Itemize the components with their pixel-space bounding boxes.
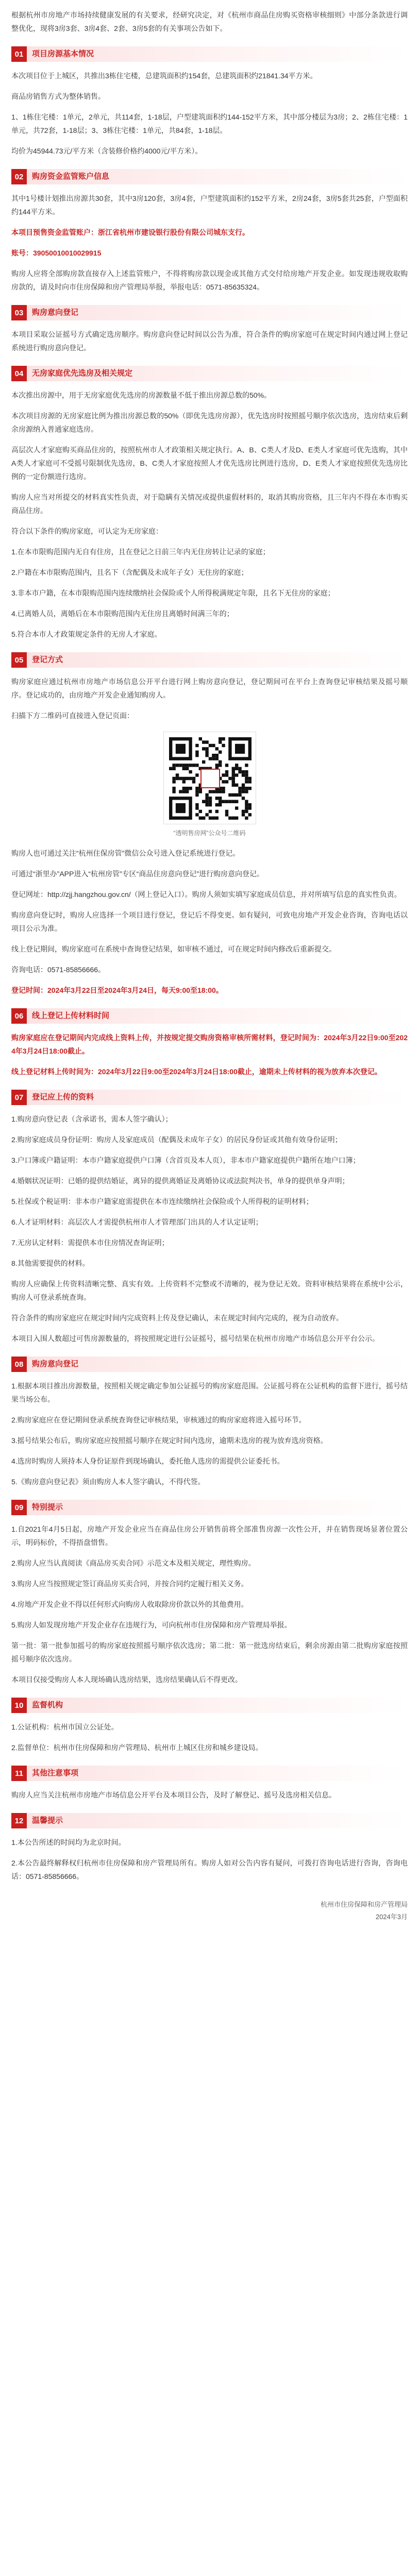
paragraph: 根据杭州市房地产市场持续健康发展的有关要求，经研究决定，对《杭州市商品住房购买资格审核细则》中部分条款进行调整优化，现将3房3套、3房4套、2套、3房5套的有关事项公告如下。 [11,11,408,32]
section-number: 07 [11,1090,27,1105]
paragraph: 登记时间：2024年3月22日至2024年3月24日，每天9:00至18:00。 [11,986,223,994]
section-header [11,1813,408,1828]
section-title: 购房意向登记 [27,1357,408,1372]
qr-block [11,732,408,837]
footer-publisher: 杭州市住房保障和房产管理局 [320,1901,408,1908]
paragraph: 本项目仅接受购房人本人现场确认选房结果，选房结果确认后不得更改。 [11,1675,242,1684]
intro [11,8,408,35]
paragraph: 账号：39050010010029915 [11,249,102,257]
paragraph: 5.购房人如发现房地产开发企业存在违规行为，可向杭州市住房保障和房产管理局举报。 [11,1621,292,1629]
section-number: 10 [11,1698,27,1713]
paragraph: 1.自2021年4月5日起，房地产开发企业应当在商品住房公开销售前将全部准售房源一次性公开，并在销售现场显著位置公示，明码标价，不得捂盘惜售。 [11,1525,408,1547]
paragraph: 本项目预售资金监管账户：浙江省杭州市建设银行股份有限公司城东支行。 [11,228,249,236]
paragraph: 2.购房人应当认真阅读《商品房买卖合同》示范文本及相关规定，理性购房。 [11,1559,256,1567]
paragraph: 1、1栋住宅楼：1单元，2单元，共114套，1-18层，户型建筑面积约144-152平方米，其中部分楼层为3房；2、2栋住宅楼：1单元，共72套，1-18层；3、3栋住宅楼：1单元，共84套，1-18层。 [11,113,408,134]
paragraph: 4.已离婚人员，离婚后在本市限购范围内无住房且离婚时间满三年的； [11,609,234,618]
paragraph: 商品房销售方式为整体销售。 [11,92,105,100]
qr-caption: “透明售房网”公众号二维码 [173,829,246,837]
section-title: 监督机构 [27,1698,408,1713]
paragraph: 购房家庭应通过杭州市房地产市场信息公开平台进行网上购房意向登记，登记期间可在平台上查询登记审核结果及摇号顺序。登记成功的，由房地产开发企业通知购房人。 [11,677,408,699]
paragraph: 1.本公告所述的时间均为北京时间。 [11,1838,126,1846]
paragraph: 2.本公告最终解释权归杭州市住房保障和房产管理局所有。购房人如对公告内容有疑问，可拨打咨询电话进行咨询，咨询电话：0571-85856666。 [11,1859,408,1880]
paragraph: 购房人应确保上传资料清晰完整、真实有效。上传资料不完整或不清晰的，视为登记无效。资料审核结果将在系统中公示，购房人可登录系统查询。 [11,1280,408,1301]
paragraph: 购房人应当关注杭州市房地产市场信息公开平台及本项目公告，及时了解登记、摇号及选房相关信息。 [11,1791,336,1799]
section-title: 无房家庭优先选房及相关规定 [27,366,408,381]
section-number: 04 [11,366,27,381]
paragraph: 线上登记材料上传时间为：2024年3月22日9:00至2024年3月24日18:00截止，逾期未上传材料的视为放弃本次登记。 [11,1067,382,1076]
paragraph: 本项目采取公证摇号方式确定选房顺序。购房意向登记时间以公告为准，符合条件的购房家庭可在规定时间内通过网上登记系统进行购房意向登记。 [11,330,408,352]
section-header [11,1357,408,1372]
paragraph: 购房意向登记时，购房人应选择一个项目进行登记，登记后不得变更。如有疑问，可致电房地产开发企业咨询，咨询电话以项目公示为准。 [11,911,408,933]
section-title: 购房资金监管账户信息 [27,169,408,184]
section-header [11,305,408,320]
paragraph: 4.婚姻状况证明：已婚的提供结婚证，离异的提供离婚证及离婚协议或法院判决书，单身的提供单身声明； [11,1177,349,1185]
paragraph: 购房人应将全部购房款直接存入上述监管账户，不得将购房款以现金或其他方式交付给房地产开发企业。如发现违规收取购房款的，请及时向市住房保障和房产管理局举报，举报电话：0571-85635324。 [11,269,408,291]
paragraph: 第一批：第一批参加摇号的购房家庭按照摇号顺序依次选房；第二批：第一批选房结束后，剩余房源由第二批购房家庭按照摇号顺序依次选房。 [11,1641,408,1663]
section-number: 05 [11,652,27,668]
section-number: 11 [11,1766,27,1781]
section-header [11,1698,408,1713]
paragraph: 购房家庭应在登记期间内完成线上资料上传，并按规定提交购房资格审核所需材料，登记时间为：2024年3月22日9:00至2024年3月24日18:00截止。 [11,1033,408,1055]
paragraph: 2.户籍在本市限购范围内，且名下（含配偶及未成年子女）无住房的家庭； [11,568,248,577]
paragraph: 扫描下方二维码可直接进入登记页面： [11,711,134,720]
section-title: 其他注意事项 [27,1766,408,1781]
paragraph: 4.房地产开发企业不得以任何形式向购房人收取除房价款以外的其他费用。 [11,1600,248,1608]
paragraph: 3.摇号结果公布后，购房家庭应按照摇号顺序在规定时间内选房，逾期未选房的视为放弃选房资格。 [11,1436,328,1445]
paragraph: 5.社保或个税证明：非本市户籍家庭需提供在本市连续缴纳社会保险或个人所得税的证明材料； [11,1197,313,1206]
paragraph: 购房人也可通过关注“杭州住保房管”微信公众号进入登记系统进行登记。 [11,849,240,857]
section-number: 08 [11,1357,27,1372]
section-number: 03 [11,305,27,320]
section-title: 特别提示 [27,1500,408,1515]
section-title: 登记方式 [27,652,408,668]
paragraph: 线上登记期间，购房家庭可在系统中查询登记结果，如审核不通过，可在规定时间内修改后重新提交。 [11,945,336,953]
paragraph: 4.选房时购房人须持本人身份证原件到现场确认，委托他人选房的需提供公证委托书。 [11,1457,284,1465]
paragraph: 3.非本市户籍，在本市限购范围内连续缴纳社会保险或个人所得税满规定年限，且名下无住房的家庭； [11,589,335,597]
section-title: 线上登记上传材料时间 [27,1008,408,1024]
section-number: 01 [11,46,27,62]
section-number: 12 [11,1813,27,1828]
section-number: 09 [11,1500,27,1515]
paragraph: 可通过“浙里办”APP进入“杭州房管”专区“商品住房意向登记”进行购房意向登记。 [11,870,264,878]
paragraph: 2.购房家庭成员身份证明：购房人及家庭成员（配偶及未成年子女）的居民身份证或其他有效身份证明； [11,1136,342,1144]
paragraph: 本次项目房源的无房家庭比例为推出房源总数的50%（即优先选房房源），优先选房时按照摇号顺序依次选房，选房结束后剩余房源纳入普通家庭选房。 [11,412,408,433]
section-title: 项目房源基本情况 [27,46,408,62]
paragraph: 6.人才证明材料：高层次人才需提供杭州市人才管理部门出具的人才认定证明； [11,1218,263,1226]
paragraph: 2.监督单位：杭州市住房保障和房产管理局、杭州市上城区住房和城乡建设局。 [11,1743,263,1752]
section-header [11,169,408,184]
section-header [11,1008,408,1024]
paragraph: 1.在本市限购范围内无自有住房，且在登记之日前三年内无住房转让记录的家庭； [11,548,270,556]
footer-date: 2024年3月 [375,1913,408,1921]
paragraph: 符合条件的购房家庭应在规定时间内完成资料上传及登记确认，未在规定时间内完成的，视为自动放弃。 [11,1314,343,1322]
section-title: 温馨提示 [27,1813,408,1828]
paragraph: 5.符合本市人才政策规定条件的无房人才家庭。 [11,630,162,638]
section-header [11,652,408,668]
paragraph: 3.购房人应当按照规定签订商品房买卖合同，并按合同约定履行相关义务。 [11,1580,248,1588]
section-header [11,366,408,381]
paragraph: 均价为45944.73元/平方米（含装修价格约4000元/平方米）。 [11,147,203,155]
qr-code-icon[interactable] [163,732,256,824]
section-number: 02 [11,169,27,184]
section-header [11,1090,408,1105]
paragraph: 其中1号楼计划推出房源共30套，其中3房120套，3房4套，户型建筑面积约152平方米，2房24套，3房5套共25套，户型面积约144平方米。 [11,194,408,216]
paragraph: 7.无房认定材料：需提供本市住房情况查询证明； [11,1239,169,1247]
section-title: 购房意向登记 [27,305,408,320]
paragraph: 5.《购房意向登记表》须由购房人本人签字确认，不得代签。 [11,1478,205,1486]
paragraph: 1.购房意向登记表（含承诺书，需本人签字确认）； [11,1115,173,1123]
section-title: 登记应上传的资料 [27,1090,408,1105]
paragraph: 1.公证机构：杭州市国立公证处。 [11,1723,119,1731]
paragraph: 登记网址：http://zjj.hangzhou.gov.cn/（网上登记入口）。购房人须如实填写家庭成员信息，并对所填写信息的真实性负责。 [11,890,401,899]
section-header [11,1500,408,1515]
paragraph: 符合以下条件的购房家庭，可认定为无房家庭： [11,527,163,535]
section-number: 06 [11,1008,27,1024]
sections [11,46,408,1883]
paragraph: 高层次人才家庭购买商品住房的，按照杭州市人才政策相关规定执行。A、B、C类人才及D、E类人才家庭可优先选购，其中A类人才家庭可不受摇号限制优先选房，B、C类人才家庭按照人才优先选房比例进行选房，D、E类人才家庭按照优先选房比例的一定份额进行选房。 [11,446,408,481]
paragraph: 本次项目位于上城区，共推出3栋住宅楼，总建筑面积约154套，总建筑面积约21841.34平方米。 [11,72,317,80]
paragraph: 3.户口簿或户籍证明：本市户籍家庭提供户口簿（含首页及本人页），非本市户籍家庭提供户籍所在地户口簿； [11,1156,360,1164]
paragraph: 2.购房家庭应在登记期间登录系统查询登记审核结果，审核通过的购房家庭将进入摇号环节。 [11,1416,306,1424]
paragraph: 购房人应当对所提交的材料真实性负责，对于隐瞒有关情况或提供虚假材料的，取消其购房资格，且三年内不得在本市购买商品住房。 [11,493,408,515]
section-header [11,1766,408,1781]
footer [11,1899,408,1923]
paragraph: 咨询电话：0571-85856666。 [11,965,106,974]
paragraph: 本次推出房源中，用于无房家庭优先选房的房源数量不低于推出房源总数的50%。 [11,391,272,399]
paragraph: 1.根据本项目推出房源数量，按照相关规定确定参加公证摇号的购房家庭范围。公证摇号将在公证机构的监督下进行，摇号结果当场公布。 [11,1382,408,1403]
paragraph: 8.其他需要提供的材料。 [11,1259,90,1267]
section-header [11,46,408,62]
paragraph: 本项目入围人数超过可售房源数量的，将按照规定进行公证摇号，摇号结果在杭州市房地产市场信息公开平台公示。 [11,1334,379,1343]
